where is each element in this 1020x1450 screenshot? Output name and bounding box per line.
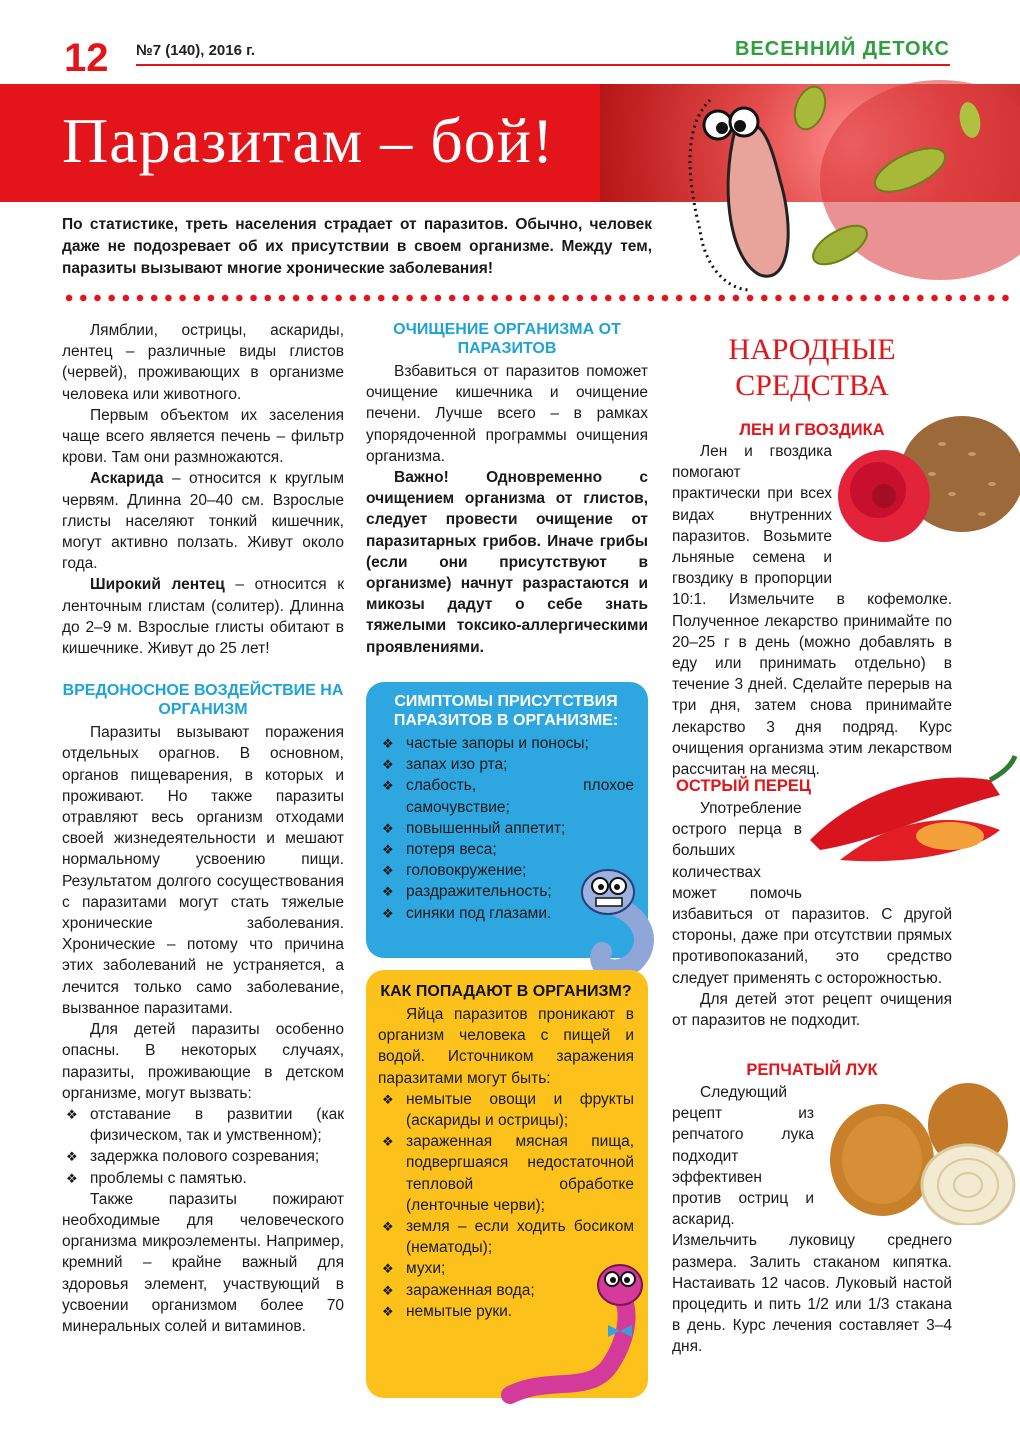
list-item: ❖ немытые овощи и фрукты (аскариды и острицы); — [378, 1089, 634, 1131]
header-rule — [136, 64, 950, 66]
list-item: ❖ запах изо рта; — [378, 754, 634, 775]
folk-remedies-title: НАРОДНЫЕ СРЕДСТВА — [728, 333, 896, 402]
liver-paragraph: Первым объектом их заселения чаще всего является печень – фильтр крови. Там они размножаются. — [62, 406, 344, 467]
intro-paragraph: Лямблии, острицы, аскариды, лентец – различные виды глистов (червей), проживающих в организме человека или животного. — [62, 322, 344, 403]
onion-section — [672, 1060, 952, 1358]
list-item: ❖ мухи; — [378, 1258, 634, 1279]
ascarid-term: Аскарида — [90, 470, 164, 488]
list-item: ❖ частые запоры и поносы; — [378, 733, 634, 754]
flax-paragraph: Лен и гвоздика помогают практически при всех видах внутренних паразитов. Возьмите льняные семена и гвоздику в пропорции 10:1. Измельчите в кофемолке. Полученное лекарство принимайте по 20–25 г в день (можно добавлять в еду или принимать отдельно) в течение 3 дней. Сделайте перерыв на три дня, затем снова принимайте лекарство 3 дня подряд. Курс очищения организма этим лекарством рассчитан на месяц. — [672, 443, 952, 779]
tapeworm-paragraph — [62, 574, 344, 659]
lead-paragraph: По статистике, треть населения страдает от паразитов. Обычно, человек даже не подозревает об их присутствии в своем организме. Между тем, паразиты вызывают многие хронические заболевания! — [62, 216, 652, 277]
list-item: ❖ повышенный аппетит; — [378, 818, 634, 839]
list-item: ❖ земля – если ходить босиком (нематоды); — [378, 1216, 634, 1258]
kids-effects-list — [62, 1104, 344, 1189]
list-item: ❖ слабость, плохое самочувствие; — [378, 775, 634, 817]
pepper-paragraph: Употребление острого перца в больших количествах может помочь избавиться от паразитов. С другой стороны, даже при отсутствии прямых противопоказаний, это средство следует применять с осторожностью. — [672, 800, 952, 987]
dotted-divider — [62, 293, 1012, 303]
pepper-heading: ОСТРЫЙ ПЕРЕЦ — [676, 777, 811, 795]
section-title: ВЕСЕННИЙ ДЕТОКС — [734, 38, 950, 60]
cleanse-paragraph: Взбавиться от паразитов поможет очищение кишечника и очищение печени. Лучше всего – в рамках упорядоченной программы очищения организма. — [366, 363, 648, 465]
list-item: ❖ синяки под глазами. — [378, 903, 634, 924]
list-item: ❖ раздражительность; — [378, 881, 634, 902]
infection-heading: КАК ПОПАДАЮТ В ОРГАНИЗМ? — [380, 983, 632, 1000]
tapeworm-text: – относится к ленточным глистам (солитер). Длинна до 2–9 м. Взрослые глисты обитают в кишечнике. Живут до 25 лет! — [62, 576, 345, 658]
harm-paragraph: Паразиты вызывают поражения отдельных орагнов. В основном, органов пищеварения, в которых и проживают. Но также паразиты отравляют весь организм отходами своей жизнедеятельности и мешают нормальному усвоению пищи. Результатом долгого сосуществования с паразитами могут стать тяжелые хронические заболевания. Хронические – потому что причина этих заболеваний не устраняется, а лечится только само заболевание, вызванное паразитами. — [62, 724, 344, 1017]
list-item: ❖ головокружение; — [378, 860, 634, 881]
pepper-section — [672, 776, 952, 1031]
page-headline: Паразитам – бой! — [62, 105, 555, 176]
minerals-paragraph: Также паразиты пожирают необходимые для человеческого организма микроэлементы. Например, кремний – крайне важный для здоровья элемент, участвующий в усвоении организмом более 70 минеральных солей и витаминов. — [62, 1190, 344, 1335]
important-paragraph: Важно! Одновременно с очищением организма от глистов, следует провести очищение от паразитарных грибов. Иначе грибы (если они присутствуют в организме) начнут разрастаются и микозы дадут о себе знать тяжелыми токсико-аллергическими проявлениями. — [366, 469, 648, 656]
tapeworm-term: Широкий лентец — [90, 576, 225, 594]
list-item: ❖ потеря веса; — [378, 839, 634, 860]
onion-paragraph: Следующий рецепт из репчатого лука подходит эффективен против остриц и аскарид. Измельчить луковицу среднего размера. Залить стаканом кипятка. Настаивать 12 часов. Луковый настой процедить и пить 1/2 или 1/3 стакана в день. Курс лечения составляет 3–4 дня. — [672, 1084, 952, 1356]
flax-clove-image — [822, 404, 1020, 564]
issue-label: №7 (140), 2016 г. — [136, 42, 256, 59]
column-middle — [366, 320, 648, 658]
onion-heading: РЕПЧАТЫЙ ЛУК — [746, 1061, 878, 1079]
list-item: ❖ зараженная мясная пища, подвергшаяся недостаточной тепловой обработке (ленточные черви); — [378, 1131, 634, 1216]
worm-cartoon-pink — [480, 1255, 670, 1415]
worm-cartoon-blue — [574, 862, 666, 982]
cleanse-heading: ОЧИЩЕНИЕ ОРГАНИЗМА ОТ ПАРАЗИТОВ — [393, 321, 621, 357]
list-item: ❖ проблемы с памятью. — [62, 1168, 344, 1189]
list-item: ❖ отставание в развитии (как физическом, так и умственном); — [62, 1104, 344, 1146]
list-item: ❖ немытые руки. — [378, 1301, 634, 1322]
infection-paragraph: Яйца паразитов проникают в организм человека с пищей и водой. Источником заражения паразитами могут быть: — [378, 1006, 634, 1087]
list-item: ❖ задержка полового созревания; — [62, 1146, 344, 1167]
page-number: 12 — [64, 36, 109, 80]
page-header — [0, 0, 1020, 80]
column-left — [62, 320, 344, 1337]
pepper-kids-paragraph: Для детей этот рецепт очищения от паразитов не подходит. — [672, 990, 952, 1030]
parasite-cartoon-illustration — [640, 70, 1020, 300]
harm-heading: ВРЕДОНОСНОЕ ВОЗДЕЙСТВИЕ НА ОРГАНИЗМ — [62, 682, 344, 719]
symptoms-heading: СИМПТОМЫ ПРИСУТСТВИЯ ПАРАЗИТОВ В ОРГАНИЗМЕ: — [393, 693, 619, 729]
ascarid-paragraph — [62, 468, 344, 574]
kids-paragraph: Для детей паразиты особенно опасны. В некоторых случаях, паразиты, проживающие в детском организме, могут вызвать: — [62, 1021, 344, 1102]
flax-heading: ЛЕН И ГВОЗДИКА — [739, 421, 885, 439]
ascarid-text: – относится к круглым червям. Длинна 20–40 см. Взрослые глисты населяют тонкий кишечник, могут активно ползать. Живут около года. — [62, 470, 344, 573]
list-item: ❖ зараженная вода; — [378, 1280, 634, 1301]
